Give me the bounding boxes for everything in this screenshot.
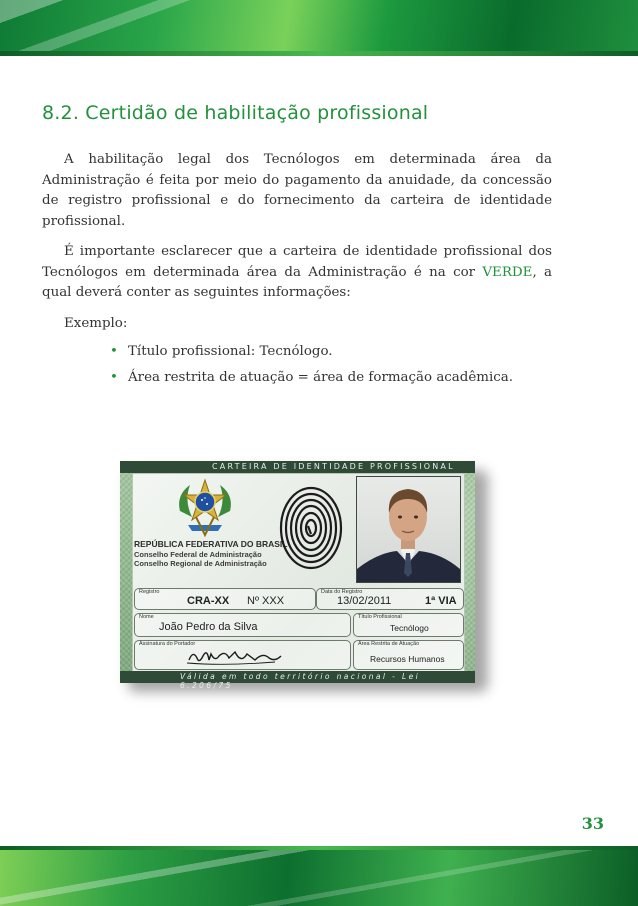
nome-value: João Pedro da Silva — [159, 621, 258, 633]
card-header-text: CARTEIRA DE IDENTIDADE PROFISSIONAL — [212, 462, 455, 471]
body-text — [42, 150, 552, 393]
fingerprint-icon — [270, 476, 352, 576]
registro-value: CRA-XX — [187, 595, 230, 607]
signature-icon — [185, 646, 285, 668]
id-card — [120, 461, 475, 690]
nome-field — [134, 613, 351, 637]
registro-label: Registro — [139, 589, 160, 595]
council-regional: Conselho Regional de Administração — [134, 559, 267, 568]
numero-value: Nº XXX — [247, 595, 285, 607]
country-name: REPÚBLICA FEDERATIVA DO BRASIL — [134, 539, 288, 549]
council-federal: Conselho Federal de Administração — [134, 550, 262, 559]
area-label: Área Restrita de Atuação — [358, 641, 420, 647]
portrait-silhouette-icon — [357, 477, 460, 582]
assinatura-field — [134, 640, 351, 670]
paragraph-2-start: É importante esclarecer que a carteira de identidade profissional dos Tecnólogos em determinada área da Administração é na cor — [42, 244, 552, 280]
paragraph-2-end: , a qual deverá conter as seguintes informações: — [42, 264, 552, 300]
coat-of-arms-icon — [172, 477, 238, 539]
registro-field — [134, 588, 316, 610]
via-value: 1ª VIA — [425, 595, 457, 607]
area-field — [353, 640, 464, 670]
paragraph-2 — [42, 242, 552, 304]
portrait-photo — [356, 476, 461, 583]
titulo-field — [353, 613, 464, 637]
bullet-item: • Área restrita de atuação = área de formação acadêmica. — [110, 368, 552, 389]
paragraph-1: A habilitação legal dos Tecnólogos em determinada área da Administração é feita por meio do pagamento da anuidade, da concessão de registro profissional e do fornecimento da carteira de identidade profissional. — [42, 152, 552, 229]
bullet-list — [42, 342, 552, 388]
header-decoration — [0, 0, 638, 56]
example-label: Exemplo: — [64, 315, 128, 331]
card-header-bar — [120, 461, 475, 473]
card-footer-bar — [120, 671, 475, 690]
footer-decoration — [0, 846, 638, 906]
nome-label: Nome — [139, 614, 154, 620]
page-number: 33 — [581, 814, 604, 833]
assinatura-label: Assinatura do Portador — [139, 641, 196, 647]
bullet-item: • Título profissional: Tecnólogo. — [110, 342, 552, 363]
data-registro-field — [316, 588, 464, 610]
data-registro-value: 13/02/2011 — [337, 595, 392, 607]
area-value: Recursos Humanos — [370, 654, 445, 664]
card-footer-text: Válida em todo território nacional - Lei 6.206/75 — [180, 672, 421, 690]
highlight-green-word: VERDE — [482, 264, 533, 280]
titulo-label: Título Profissional — [358, 614, 402, 620]
titulo-value: Tecnólogo — [390, 623, 429, 633]
section-title: 8.2. Certidão de habilitação profissional — [42, 102, 429, 124]
data-registro-label: Data do Registro — [321, 589, 363, 595]
